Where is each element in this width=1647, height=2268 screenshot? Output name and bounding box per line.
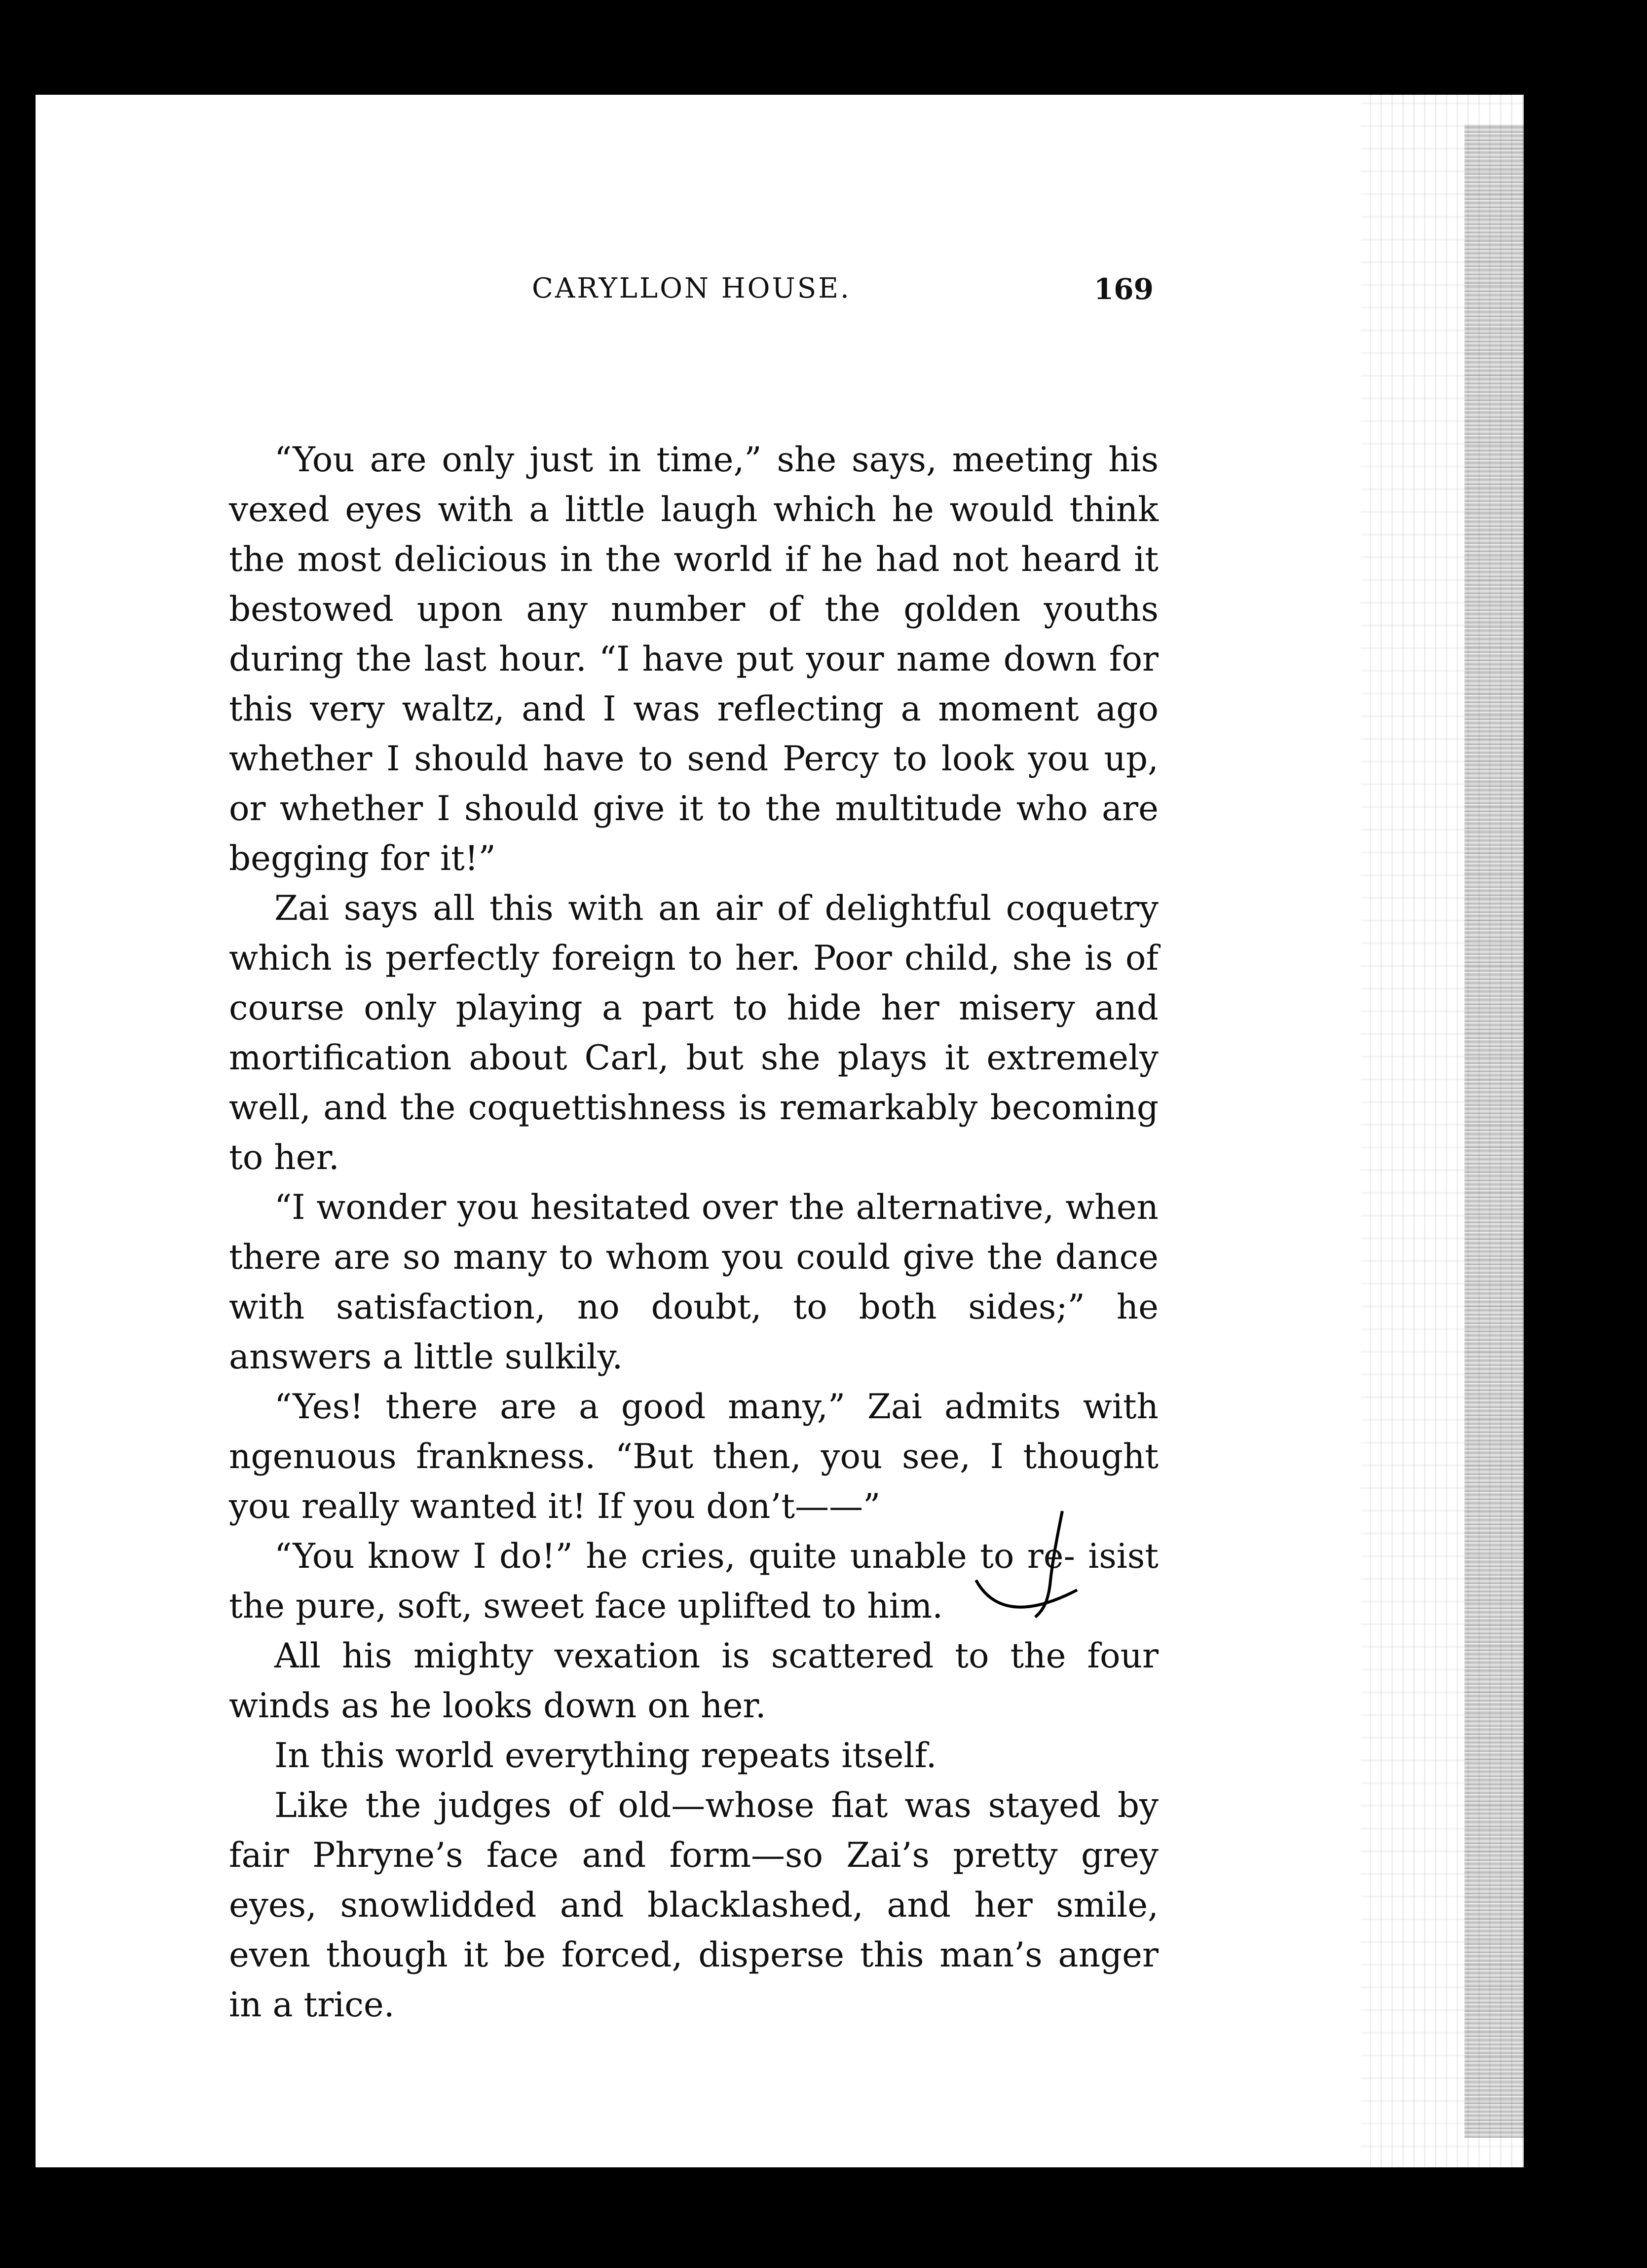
- paragraph: All his mighty vexation is scattered to the four winds as he looks down on her.: [229, 1636, 1159, 1726]
- book-page: [29, 95, 1524, 2167]
- paragraph: In this world everything repeats itself.: [274, 1736, 937, 1776]
- page-edge-shadow: [1464, 124, 1524, 2138]
- paragraph: “You know I do!” he cries, quite unable to re- isist the pure, soft, sweet face uplifted to him.: [229, 1537, 1159, 1626]
- page-gutter-shadow: [29, 95, 36, 2167]
- page-number: 169: [1093, 272, 1154, 306]
- page-header: [231, 272, 1154, 317]
- paragraph: “Yes! there are a good many,” Zai admits with ngenuous frankness. “But then, you see, I thought you really wanted it! If you don’t——”: [229, 1387, 1159, 1526]
- body-text: [229, 435, 1159, 2030]
- paragraph: “I wonder you hesitated over the alternative, when there are so many to whom you could give the dance with satisfaction, no doubt, to both sides;” he answers a little sulkily.: [229, 1188, 1159, 1377]
- handwritten-pen-mark: [956, 1506, 1085, 1634]
- ink-blot: [1272, 2180, 1311, 2234]
- running-head: CARYLLON HOUSE.: [532, 272, 851, 304]
- paragraph: “You are only just in time,” she says, meeting his vexed eyes with a little laugh which he would think the most delicious in the world if he had not heard it bestowed upon any number of the golden youths during the last hour. “I have put your name down for this very waltz, and I was reflecting a moment ago whether I should have to send Percy to look you up, or whether I should give it to the multitude who are begging for it!”: [229, 440, 1159, 878]
- paragraph: Like the judges of old—whose fiat was stayed by fair Phryne’s face and form—so Zai’s pretty grey eyes, snowlidded and blacklashed, and her smile, even though it be forced, disperse this man’s anger in a trice.: [229, 1786, 1159, 2025]
- paragraph: Zai says all this with an air of delightful coquetry which is perfectly foreign to her. Poor child, she is of course only playing a part to hide her misery and mortification about Carl, but she plays it extremely well, and the coquettishness is remarkably becoming to her.: [229, 889, 1159, 1177]
